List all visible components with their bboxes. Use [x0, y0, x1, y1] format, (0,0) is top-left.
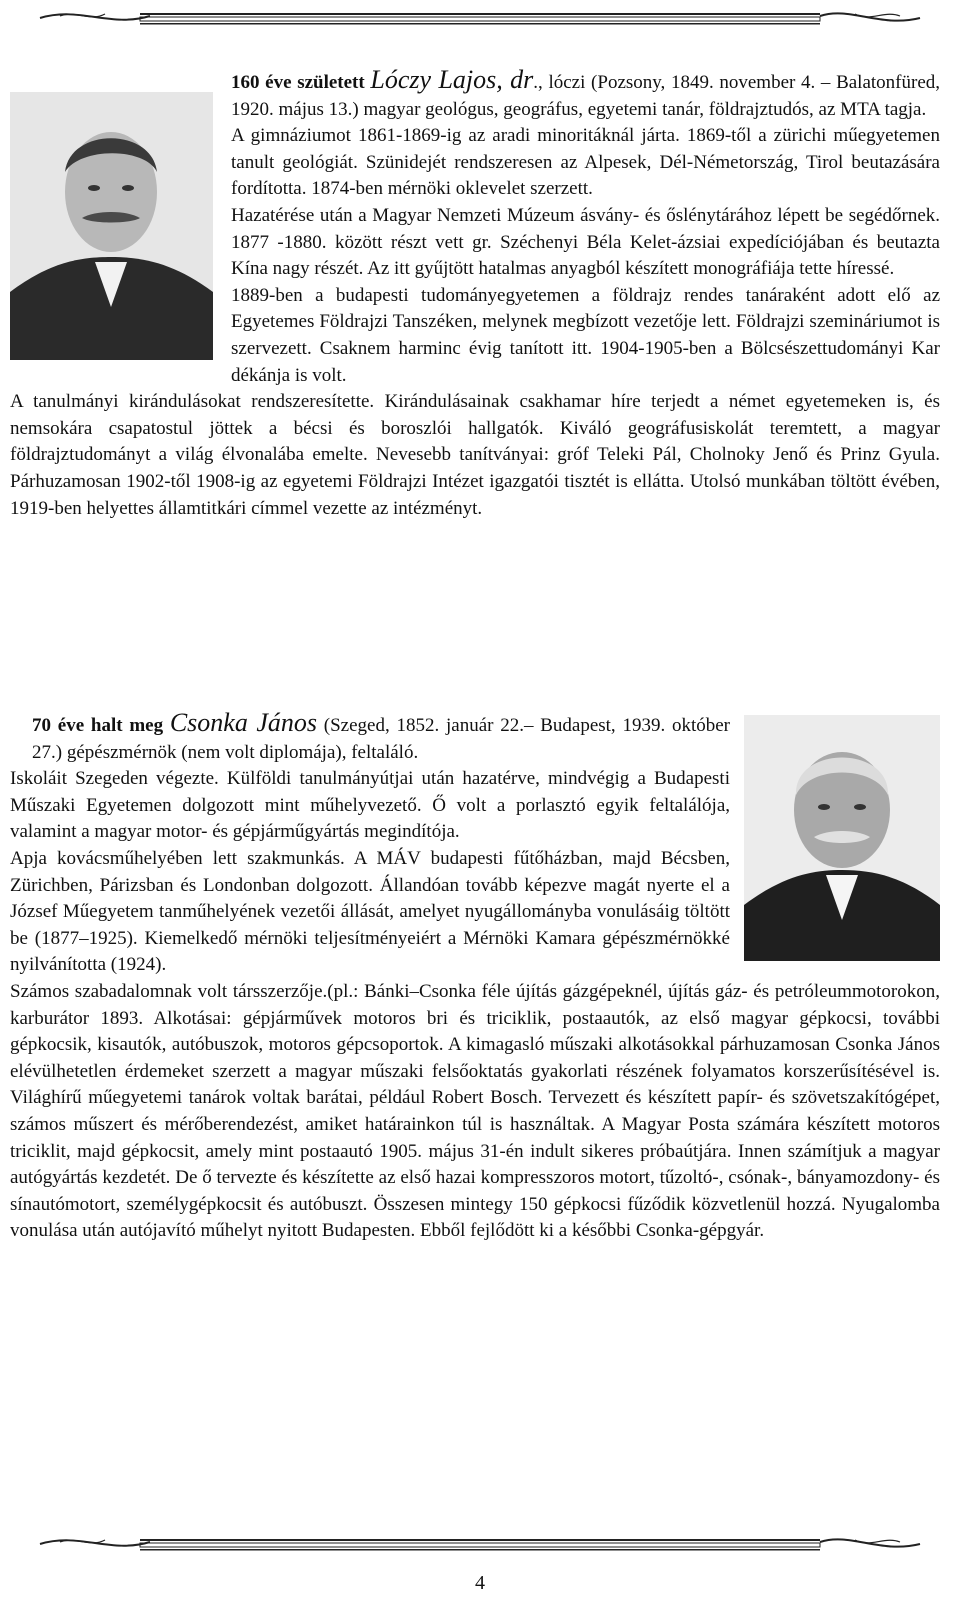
article-loczy [10, 65, 941, 522]
person-name: Lóczy Lajos, dr [370, 65, 534, 94]
top-ornament [20, 4, 940, 30]
paragraph: Hazatérése után a Magyar Nemzeti Múzeum ásvány- és őslénytárához lépett be segédőrnek. 1877 -1880. között részt vett gr. Széchenyi Béla Kelet-ázsiai expedíciójában és beutazta Kína nagy részét. Az itt gyűjtött hatalmas anyagból készített monográfiája tette híressé. [231, 204, 940, 280]
portrait-image [744, 715, 940, 961]
lead-text: (Szeged, 1852. január 22.– Budapest, 1939. október 27.) gépészmérnök (nem volt diplomája), feltaláló. [32, 715, 730, 763]
lead-text: ., lóczi (Pozsony, 1849. november 4. – Balatonfüred, 1920. május 13.) magyar geológus, geográfus, egyetemi tanár, földrajztudós, az MTA tagja. [231, 72, 941, 120]
bottom-ornament [20, 1530, 940, 1556]
person-name: Csonka János [169, 708, 318, 737]
article-csonka [10, 708, 940, 1245]
paragraph: A gimnáziumot 1861-1869-ig az aradi minoritáknál járta. 1869-től a zürichi műegyetemen tanult geológiát. Szünidejét rendszeresen az Alpesek, Dél-Németország, Tirol beutazására fordította. 1874-ben mérnöki oklevelet szerzett. [231, 125, 940, 200]
portrait-csonka-janos [744, 715, 940, 961]
portrait-loczy-lajos [10, 92, 213, 360]
paragraph: 1889-ben a budapesti tudományegyetemen a földrajz rendes tanáraként adott elő az Egyetemes Földrajzi Tanszéken, melynek megbízott vezetője lett. Földrajzi szemináriumot is szervezett. Csaknem harminc évig tanított itt. 1904-1905-ben a Bölcsészettudományi Kar dékánja is volt. [231, 284, 940, 386]
portrait-image [10, 92, 213, 360]
paragraph: A tanulmányi kirándulásokat rendszeresítette. Kirándulásainak csakhamar híre terjedt a német egyetemeken is, és nemsokára csapatostul jöttek a bécsi és boroszlói hallgatók. Kiváló geográfusiskolát teremtett, a magyar földrajztudományt a világ élvonalába emelte. Nevesebb tanítványai: gróf Teleki Pál, Cholnoky Jenő és Prinz Gyula. Párhuzamosan 1902-től 1908-ig az egyetemi Földrajzi Intézet igazgatói tisztét is ellátta. Utolsó munkában töltött évében, 1919-ben helyettes államtitkári címmel vezette az intézményt. [10, 391, 940, 519]
page-number: 4 [475, 1572, 485, 1594]
paragraph: Iskoláit Szegeden végezte. Külföldi tanulmányútjai után hazatérve, mindvégig a Budapesti Műszaki Egyetemen dolgozott mint műhelyvezető. Ő volt a porlasztó egyik feltalálója, valamint a magyar motor- és gépjárműgyártás megindítója. [10, 768, 730, 843]
paragraph: Számos szabadalomnak volt társszerzője.(pl.: Bánki–Csonka féle újítás gázgépeknél, újítás gáz- és petróleummotorokon, karburátor 1893. Alkotásai: gépjárművek motoros bri és triciklik, postaautók, az első magyar gépkocsi, további gépkocsik, kisautók, autóbuszok, motoros gépcsoportok. A kimagasló műszaki alkotásokkal párhuzamosan Csonka János elévülhetetlen érdemeket szerzett a magyar műszaki felsőoktatás gyakorlati részének folyamatos korszerűsítésével is. Világhírű műegyetemi tanárok voltak barátai, például Robert Bosch. Tervezett és készített papír- és szövetszakítógépet, számos műszert és mérőberendezést, amiket határainkon túl is használtak. A Magyar Posta számára készített motoros triciklit, majd gépkocsit, amely mint postaautó 1905. május 31-én indult sikeres próbaútjára. Innen számítjuk a magyar autógyártás kezdetét. De ő tervezte és készítette az első hazai kompresszoros motort, tűzoltó-, csónak-, bányamozdony- és sínautómotort, személygépkocsit és autóbuszt. Összesen mintegy 150 gépkocsi fűződik közvetlenül hozzá. Nyugalomba vonulása után autójavító műhelyt nyitott Budapesten. Ebből fejlődött ki a későbbi Csonka-gépgyár. [10, 980, 940, 1242]
paragraph: Apja kovácsműhelyében lett szakmunkás. A MÁV budapesti fűtőházban, majd Bécsben, Zürichben, Párizsban és Londonban dolgozott. Állandóan tovább képezve magát nyerte el a József Műegyetem tanműhelyének vezetői állását, amelyet nyugállományba vonulásáig töltött be (1877–1925). Kiemelkedő mérnöki teljesítményeiért a Mérnöki Kamara gépészmérnökké nyilvánította (1924). [10, 847, 730, 976]
anniversary-label: 160 éve született [231, 72, 365, 93]
anniversary-label: 70 éve halt meg [32, 715, 164, 736]
